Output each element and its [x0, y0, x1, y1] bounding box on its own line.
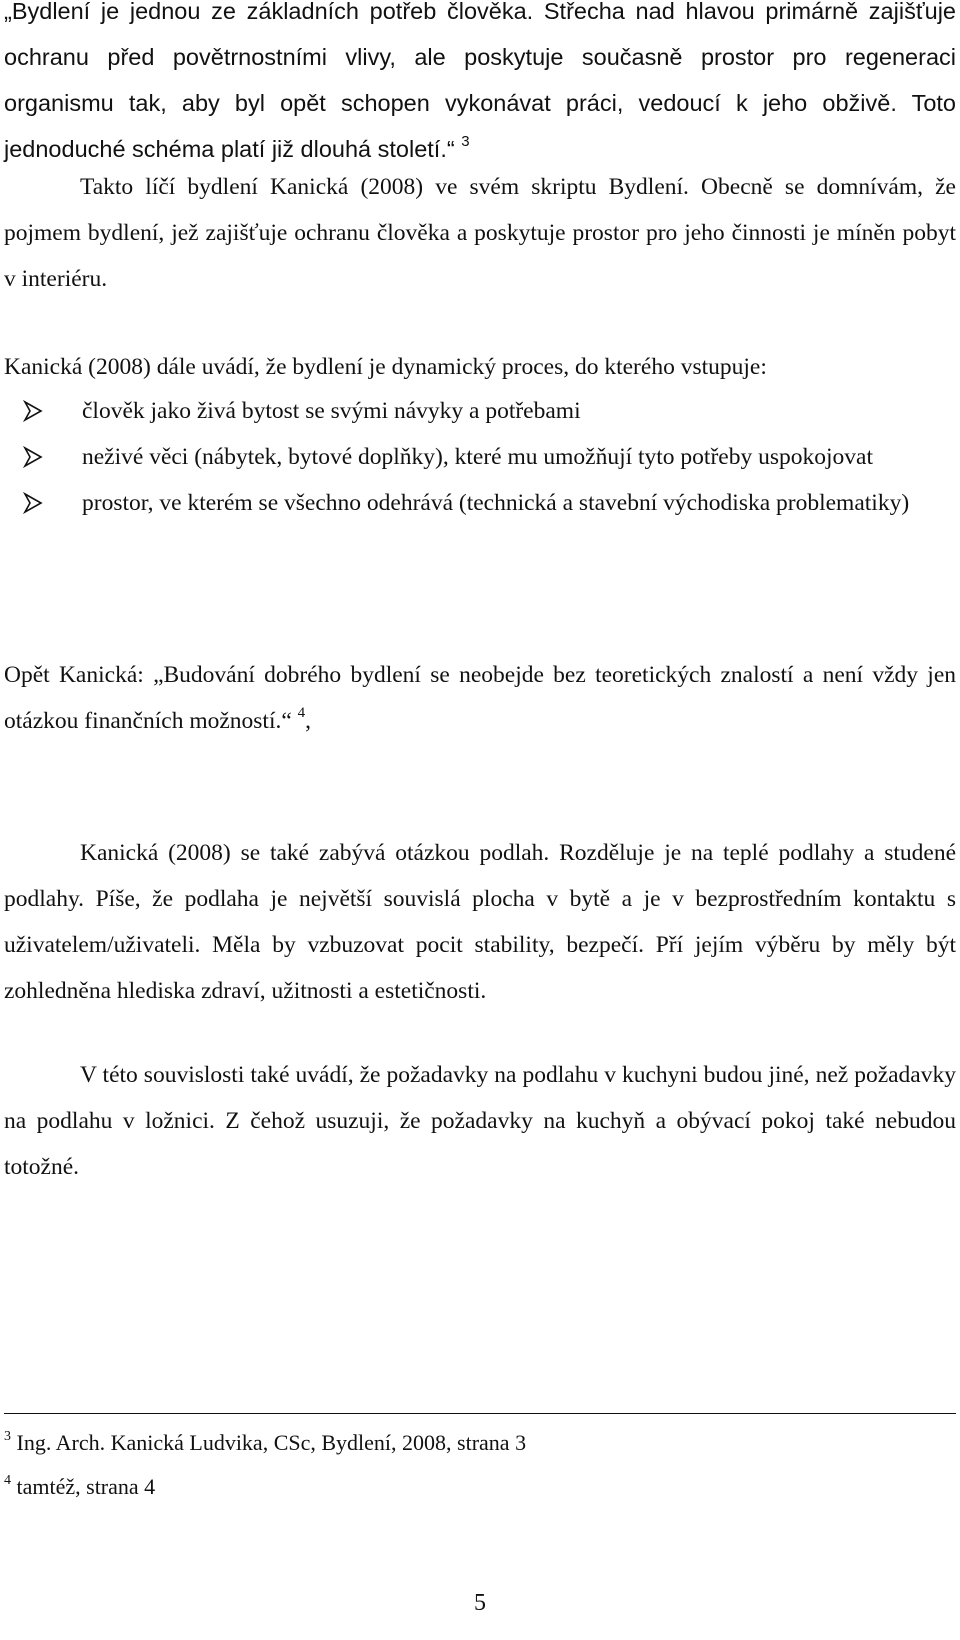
page-number: 5	[474, 1590, 486, 1616]
process-paragraph	[4, 344, 956, 390]
arrowhead-bullet-icon	[22, 400, 44, 422]
kitchen-paragraph	[4, 1052, 956, 1190]
quote-text: „Bydlení je jednou ze základních potřeb člověka. Střecha nad hlavou primárně zajišťuje ochranu před povětrnostními vlivy, ale poskytuje současně prostor pro regeneraci organismu tak, aby byl opět schopen vykonávat práci, vedoucí k jeho obživě. Toto jednoduché schéma platí již dlouhá století.“	[4, 0, 956, 162]
footnote-text: Ing. Arch. Kanická Ludvika, CSc, Bydlení, 2008, strana 3	[11, 1430, 527, 1455]
footnote-ref-4: 4	[297, 705, 306, 722]
trailing-comma: ,	[305, 708, 312, 734]
list-item	[4, 434, 956, 480]
list-item	[4, 388, 956, 434]
footnote-text: tamtéž, strana 4	[11, 1474, 156, 1499]
list-item-text: člověk jako živá bytost se svými návyky a potřebami	[82, 398, 581, 424]
process-text: Kanická (2008) dále uvádí, že bydlení je dynamický proces, do kterého vstupuje:	[4, 354, 767, 380]
list-item-text: prostor, ve kterém se všechno odehrává (technická a stavební východiska problematiky)	[82, 490, 910, 516]
floors-paragraph	[4, 830, 956, 1014]
budovani-paragraph	[4, 652, 956, 744]
footnote-separator	[4, 1413, 956, 1414]
budovani-text: Opět Kanická: „Budování dobrého bydlení se neobejde bez teoretických znalostí a není vždy jen otázkou finančních možností.“	[4, 662, 956, 734]
intro-text: Takto líčí bydlení Kanická (2008) ve svém skriptu Bydlení. Obecně se domnívám, že pojmem bydlení, jež zajišťuje ochranu člověka a poskytuje prostor pro jeho činnosti je míněn pobyt v interiéru.	[4, 174, 956, 292]
footnote-ref-3: 3	[461, 133, 470, 151]
intro-paragraph	[4, 164, 956, 302]
arrowhead-bullet-icon	[22, 492, 44, 514]
list-item-text: neživé věci (nábytek, bytové doplňky), které mu umožňují tyto potřeby uspokojovat	[82, 444, 873, 470]
arrowhead-bullet-icon	[22, 446, 44, 468]
process-list	[4, 388, 956, 526]
quote-paragraph	[4, 0, 956, 172]
floors-text: Kanická (2008) se také zabývá otázkou podlah. Rozděluje je na teplé podlahy a studené podlahy. Píše, že podlaha je největší souvislá plocha v bytě a je v bezprostředním kontaktu s uživatelem/uživateli. Měla by vzbuzovat pocit stability, bezpečí. Pří jejím výběru by měly být zohledněna hlediska zdraví, užitnosti a estetičnosti.	[4, 840, 956, 1004]
list-item	[4, 480, 956, 526]
kitchen-text: V této souvislosti také uvádí, že požadavky na podlahu v kuchyni budou jiné, než požadavky na podlahu v ložnici. Z čehož usuzuji, že požadavky na kuchyň a obývací pokoj také nebudou totožné.	[4, 1062, 956, 1180]
footnote-4	[4, 1472, 155, 1502]
footnote-number: 4	[4, 1472, 11, 1488]
footnote-number: 3	[4, 1428, 11, 1444]
footnote-3	[4, 1428, 526, 1458]
